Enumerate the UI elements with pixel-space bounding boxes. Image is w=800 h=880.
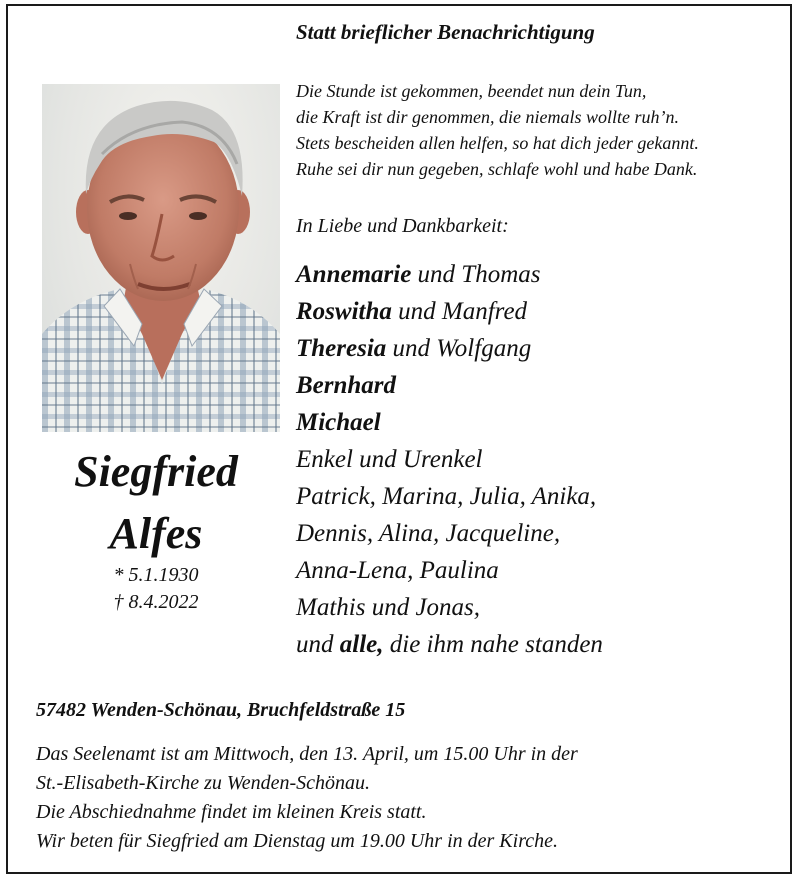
mourner-line: Anna-Lena, Paulina [296, 557, 499, 584]
birth-date: * 5.1.1930 [113, 564, 199, 586]
memorial-poem [296, 78, 699, 182]
mourner-line: Enkel und Urenkel [296, 446, 483, 473]
mourner-emphasis: alle, [339, 631, 384, 658]
mourner-line [296, 330, 603, 367]
mourners-intro: In Liebe und Dankbarkeit: [296, 215, 509, 237]
service-note-line: Das Seelenamt ist am Mittwoch, den 13. April, um 15.00 Uhr in der [36, 743, 578, 765]
mourner-name: Theresia [296, 335, 387, 362]
service-note-line: St.-Elisabeth-Kirche zu Wenden-Schönau. [36, 772, 371, 794]
mourner-line [296, 293, 603, 330]
mourner-name: Annemarie [296, 261, 412, 288]
poem-line: Die Stunde ist gekommen, beendet nun dein Tun, [296, 81, 647, 101]
service-notes [36, 740, 578, 856]
poem-line: Ruhe sei dir nun gegeben, schlafe wohl und habe Dank. [296, 159, 698, 179]
mourner-line [296, 626, 603, 663]
mourner-line [296, 367, 603, 404]
mourner-suffix: die ihm nahe standen [383, 631, 603, 658]
mourner-line: Dennis, Alina, Jacqueline, [296, 520, 561, 547]
mourner-prefix: und [296, 631, 340, 658]
notice-header: Statt brieflicher Benachrichtigung [296, 20, 595, 44]
mourner-partner: und Wolfgang [386, 335, 532, 362]
mourner-name: Michael [296, 409, 381, 436]
deceased-last-name: Alfes [109, 509, 203, 558]
poem-line: Stets bescheiden allen helfen, so hat dich jeder gekannt. [296, 133, 699, 153]
mourner-line [296, 404, 603, 441]
mourner-partner: und Manfred [391, 298, 528, 325]
mourner-line: Mathis und Jonas, [296, 594, 481, 621]
family-address: 57482 Wenden-Schönau, Bruchfeldstraße 15 [36, 699, 406, 721]
service-note-line: Wir beten für Siegfried am Dienstag um 19.00 Uhr in der Kirche. [36, 830, 558, 852]
mourner-partner: und Thomas [411, 261, 541, 288]
deceased-first-name: Siegfried [74, 447, 238, 496]
death-date: † 8.4.2022 [113, 591, 199, 613]
mourner-line [296, 256, 603, 293]
portrait-photo [42, 84, 280, 432]
mourners-list [296, 256, 603, 663]
mourner-name: Roswitha [296, 298, 392, 325]
poem-line: die Kraft ist dir genommen, die niemals wollte ruh’n. [296, 107, 679, 127]
service-note-line: Die Abschiednahme findet im kleinen Kreis statt. [36, 801, 427, 823]
mourner-name: Bernhard [296, 372, 397, 399]
mourner-line: Patrick, Marina, Julia, Anika, [296, 483, 597, 510]
